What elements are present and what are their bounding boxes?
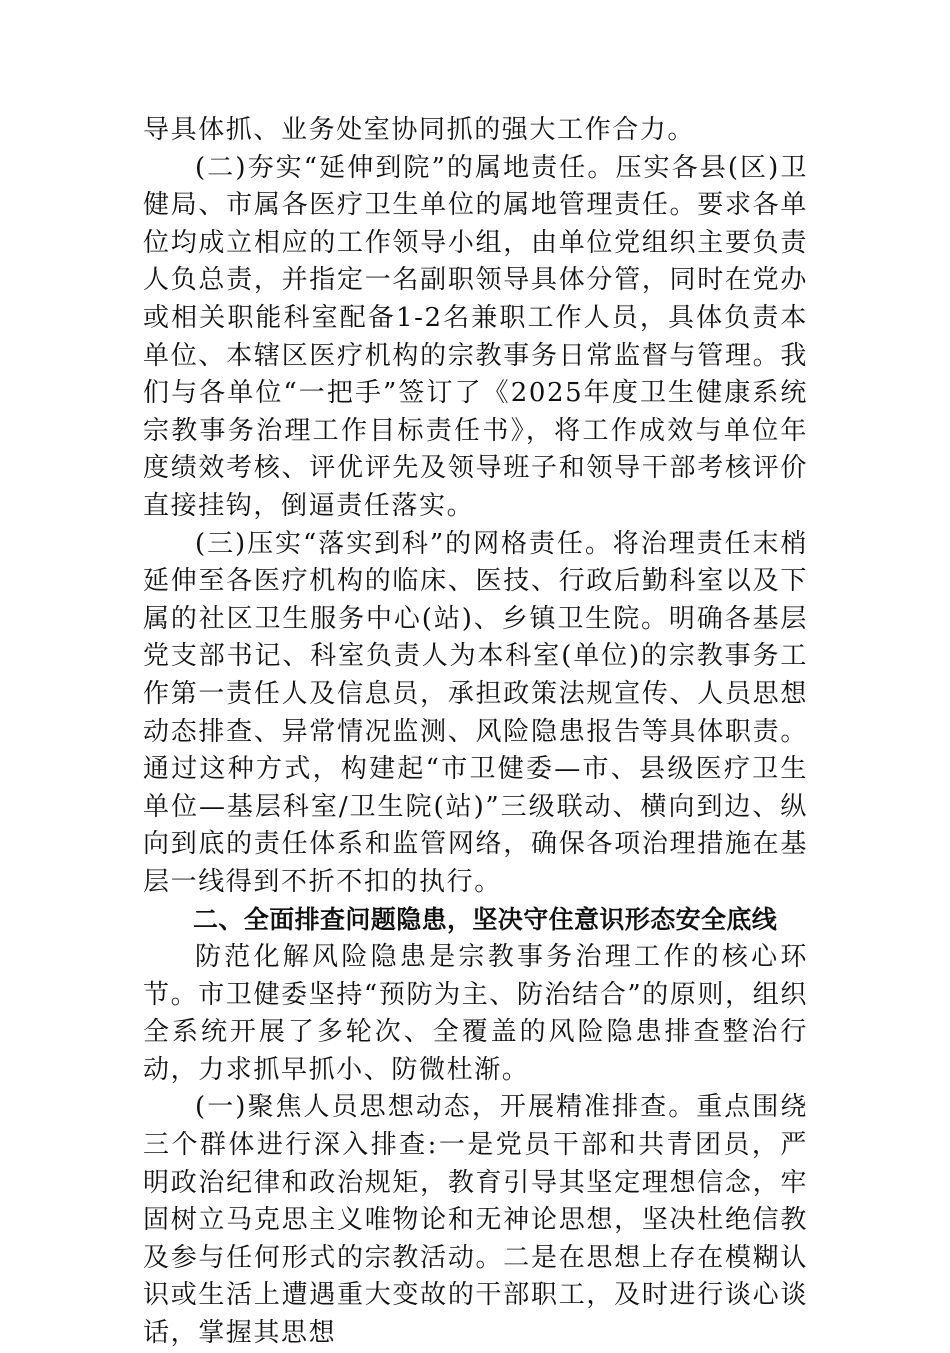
section-heading-2: 二、全面排查问题隐患，坚决守住意识形态安全底线 [193, 905, 778, 935]
subsection-body-3: 将治理责任末梢延伸至各医疗机构的临床、医技、行政后勤科室以及下属的社区卫生服务中心(站)、乡镇卫生院。明确各基层党支部书记、科室负责人为本科室(单位)的宗教事务工作第一责任人及信息员，承担政策法规宣传、人员思想动态排查、异常情况监测、风险隐患报告等具体职责。通过这种方式，构建起“市卫健委—市、县级医疗卫生单位—基层科室/卫生院(站)”三级联动、横向到边、纵向到底的责任体系和监管网络，确保各项治理措施在基层一线得到不折不扣的执行。 [143, 528, 808, 897]
paragraph-section-2-1 [143, 1089, 808, 1352]
paragraph-section-3 [143, 526, 808, 902]
paragraph-continuation: 导具体抓、业务处室协同抓的强大工作合力。 [143, 115, 696, 145]
subsection-title-3: (三)压实“落实到科”的网格责任。 [195, 528, 613, 559]
subsection-title-2-1: (一)聚焦人员思想动态，开展精准排查。 [195, 1092, 697, 1123]
paragraph-section-2 [143, 150, 808, 526]
paragraph-risk-intro: 防范化解风险隐患是宗教事务治理工作的核心环节。市卫健委坚持“预防为主、防治结合”的原则，组织全系统开展了多轮次、全覆盖的风险隐患排查整治行动，力求抓早抓小、防微杜渐。 [143, 942, 808, 1085]
subsection-body-2: 压实各县(区)卫健局、市属各医疗卫生单位的属地管理责任。要求各单位均成立相应的工作领导小组，由单位党组织主要负责人负总责，并指定一名副职领导具体分管，同时在党办或相关职能科室配备1-2名兼职工作人员，具体负责本单位、本辖区医疗机构的宗教事务日常监督与管理。我们与各单位“一把手”签订了《2025年度卫生健康系统宗教事务治理工作目标责任书》，将工作成效与单位年度绩效考核、评优评先及领导班子和领导干部考核评价直接挂钩，倒逼责任落实。 [143, 152, 808, 521]
subsection-body-2-1: 重点围绕三个群体进行深入排查:一是党员干部和共青团员，严明政治纪律和政治规矩，教育引导其坚定理想信念，牢固树立马克思主义唯物论和无神论思想，坚决杜绝信教及参与任何形式的宗教活动。二是在思想上存在模糊认识或生活上遭遇重大变故的干部职工，及时进行谈心谈话，掌握其思想 [143, 1092, 809, 1348]
document-page [143, 112, 808, 1353]
subsection-title-2: (二)夯实“延伸到院”的属地责任。 [195, 152, 616, 183]
